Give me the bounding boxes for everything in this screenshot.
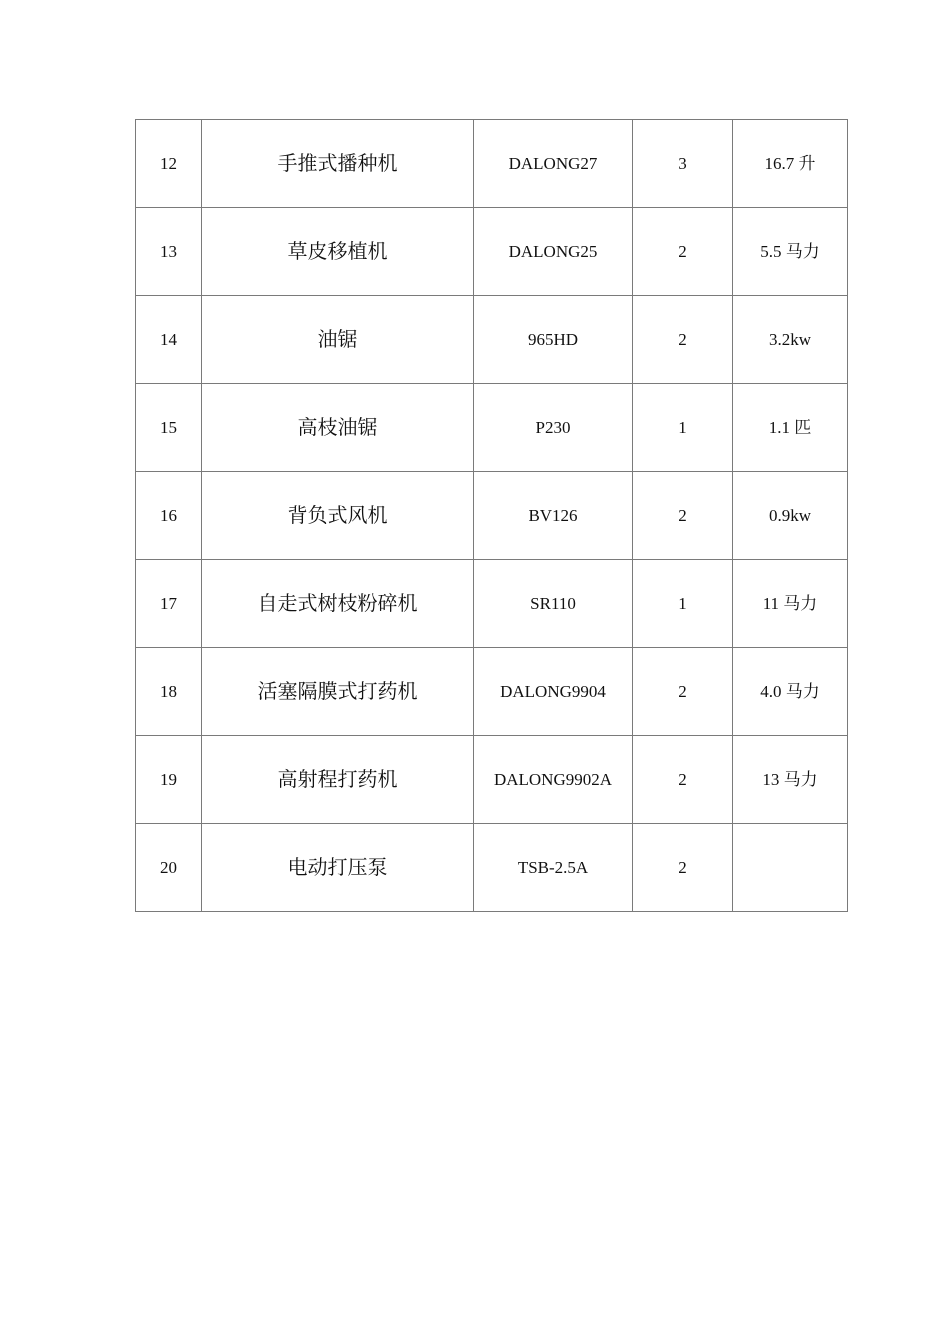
table-row: [136, 560, 848, 648]
cell-quantity: 2: [633, 736, 733, 824]
cell-equipment-name: 高枝油锯: [202, 384, 474, 472]
cell-number: 15: [136, 384, 202, 472]
cell-number: 17: [136, 560, 202, 648]
cell-number: 19: [136, 736, 202, 824]
cell-quantity: 1: [633, 384, 733, 472]
cell-quantity: 2: [633, 296, 733, 384]
cell-power: 11 马力: [733, 560, 848, 648]
cell-model: P230: [474, 384, 633, 472]
cell-equipment-name: 手推式播种机: [202, 120, 474, 208]
table-row: [136, 824, 848, 912]
cell-equipment-name: 背负式风机: [202, 472, 474, 560]
cell-power: 0.9kw: [733, 472, 848, 560]
table-row: [136, 384, 848, 472]
cell-number: 16: [136, 472, 202, 560]
table-row: [136, 208, 848, 296]
cell-model: TSB-2.5A: [474, 824, 633, 912]
table-row: [136, 296, 848, 384]
cell-power: 13 马力: [733, 736, 848, 824]
cell-quantity: 2: [633, 824, 733, 912]
cell-model: DALONG9902A: [474, 736, 633, 824]
table-row: [136, 120, 848, 208]
table-row: [136, 736, 848, 824]
cell-quantity: 2: [633, 472, 733, 560]
cell-equipment-name: 草皮移植机: [202, 208, 474, 296]
cell-equipment-name: 油锯: [202, 296, 474, 384]
equipment-table: [135, 119, 848, 912]
cell-equipment-name: 高射程打药机: [202, 736, 474, 824]
cell-model: 965HD: [474, 296, 633, 384]
cell-equipment-name: 电动打压泵: [202, 824, 474, 912]
cell-model: DALONG25: [474, 208, 633, 296]
cell-number: 18: [136, 648, 202, 736]
cell-number: 20: [136, 824, 202, 912]
cell-power: 5.5 马力: [733, 208, 848, 296]
cell-number: 12: [136, 120, 202, 208]
cell-model: SR110: [474, 560, 633, 648]
cell-power: 3.2kw: [733, 296, 848, 384]
cell-equipment-name: 活塞隔膜式打药机: [202, 648, 474, 736]
cell-quantity: 2: [633, 648, 733, 736]
cell-power: 16.7 升: [733, 120, 848, 208]
cell-power: 1.1 匹: [733, 384, 848, 472]
cell-model: BV126: [474, 472, 633, 560]
table-row: [136, 648, 848, 736]
cell-quantity: 3: [633, 120, 733, 208]
cell-quantity: 1: [633, 560, 733, 648]
table-row: [136, 472, 848, 560]
cell-quantity: 2: [633, 208, 733, 296]
cell-model: DALONG9904: [474, 648, 633, 736]
cell-model: DALONG27: [474, 120, 633, 208]
cell-number: 14: [136, 296, 202, 384]
cell-number: 13: [136, 208, 202, 296]
cell-equipment-name: 自走式树枝粉碎机: [202, 560, 474, 648]
cell-power: [733, 824, 848, 912]
cell-power: 4.0 马力: [733, 648, 848, 736]
equipment-table-body: [136, 120, 848, 912]
